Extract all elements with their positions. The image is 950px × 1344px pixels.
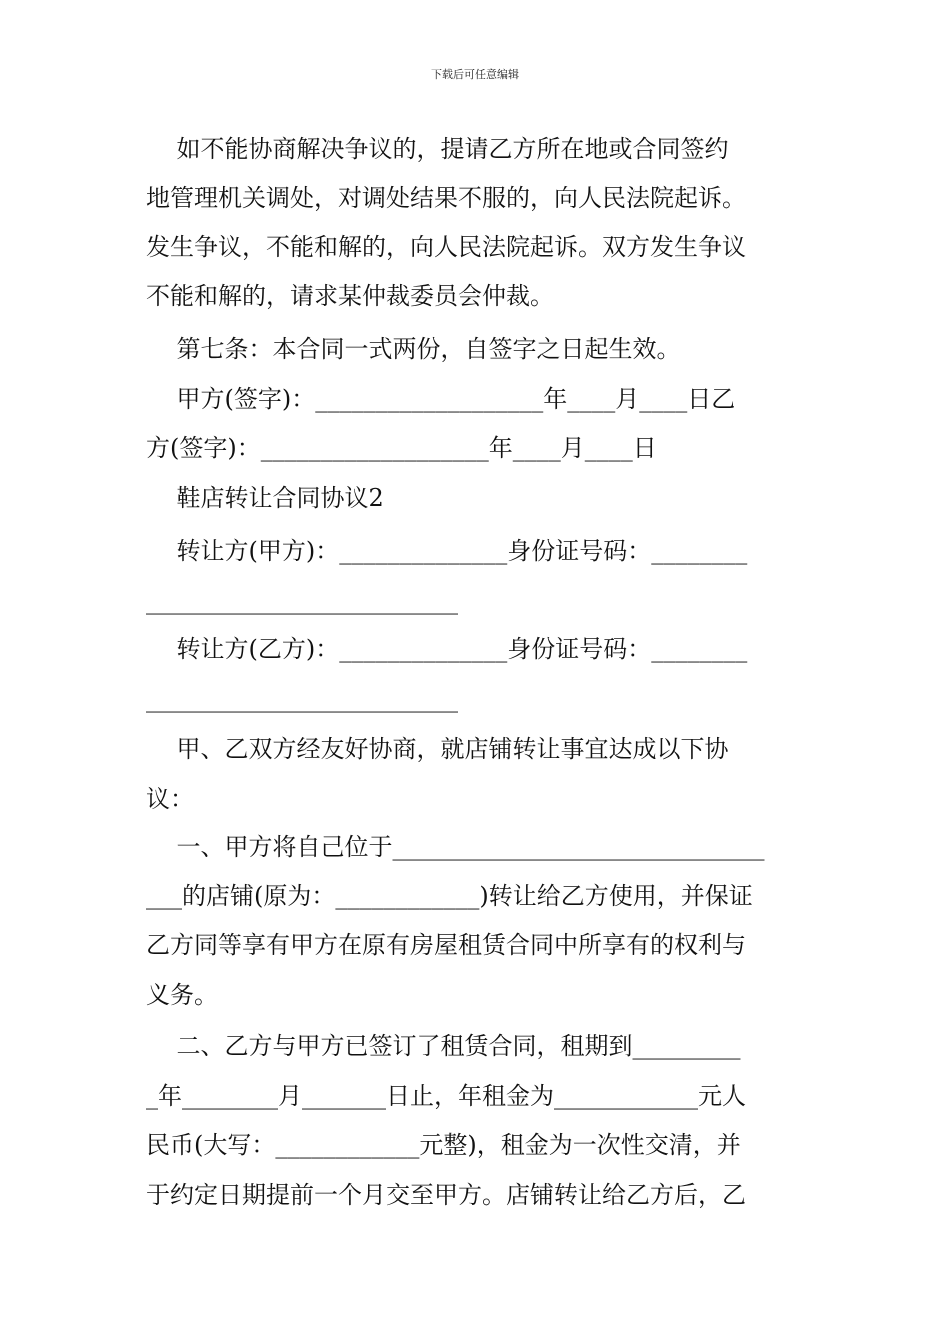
form-line: __________________________ [146, 685, 458, 713]
paragraph-line: 二、乙方与甲方已签订了租赁合同，租期到_________ [146, 1032, 741, 1060]
paragraph-line: 不能和解的，请求某仲裁委员会仲裁。 [146, 282, 554, 310]
paragraph-line: 发生争议，不能和解的，向人民法院起诉。双方发生争议 [146, 233, 746, 261]
paragraph-line: 第七条：本合同一式两份，自签字之日起生效。 [146, 335, 681, 363]
signature-line: 甲方(签字)：___________________年____月____日乙 [146, 385, 736, 413]
paragraph-line: _年________月_______日止，年租金为____________元人 [146, 1082, 746, 1110]
signature-line: 方(签字)：___________________年____月____日 [146, 434, 657, 462]
form-line: __________________________ [146, 587, 458, 615]
paragraph-line: 民币(大写：____________元整)，租金为一次性交清，并 [146, 1131, 741, 1159]
paragraph-line: 甲、乙双方经友好协商，就店铺转让事宜达成以下协 [146, 735, 729, 763]
paragraph-line: 义务。 [146, 981, 218, 1009]
paragraph-line: 一、甲方将自己位于_______________________________ [146, 833, 765, 861]
paragraph-line: 乙方同等享有甲方在原有房屋租赁合同中所享有的权利与 [146, 931, 746, 959]
form-line: 转让方(乙方)：______________身份证号码：________ [146, 635, 748, 663]
form-line: 转让方(甲方)：______________身份证号码：________ [146, 537, 748, 565]
page-header: 下载后可任意编辑 [431, 68, 519, 81]
paragraph-line: 如不能协商解决争议的，提请乙方所在地或合同签约 [146, 135, 729, 163]
paragraph-line: 于约定日期提前一个月交至甲方。店铺转让给乙方后，乙 [146, 1181, 746, 1209]
section-title: 鞋店转让合同协议2 [146, 484, 384, 512]
paragraph-line: 议： [146, 785, 194, 813]
paragraph-line: ___的店铺(原为：____________)转让给乙方使用，并保证 [146, 882, 753, 910]
paragraph-line: 地管理机关调处，对调处结果不服的，向人民法院起诉。 [146, 184, 746, 212]
